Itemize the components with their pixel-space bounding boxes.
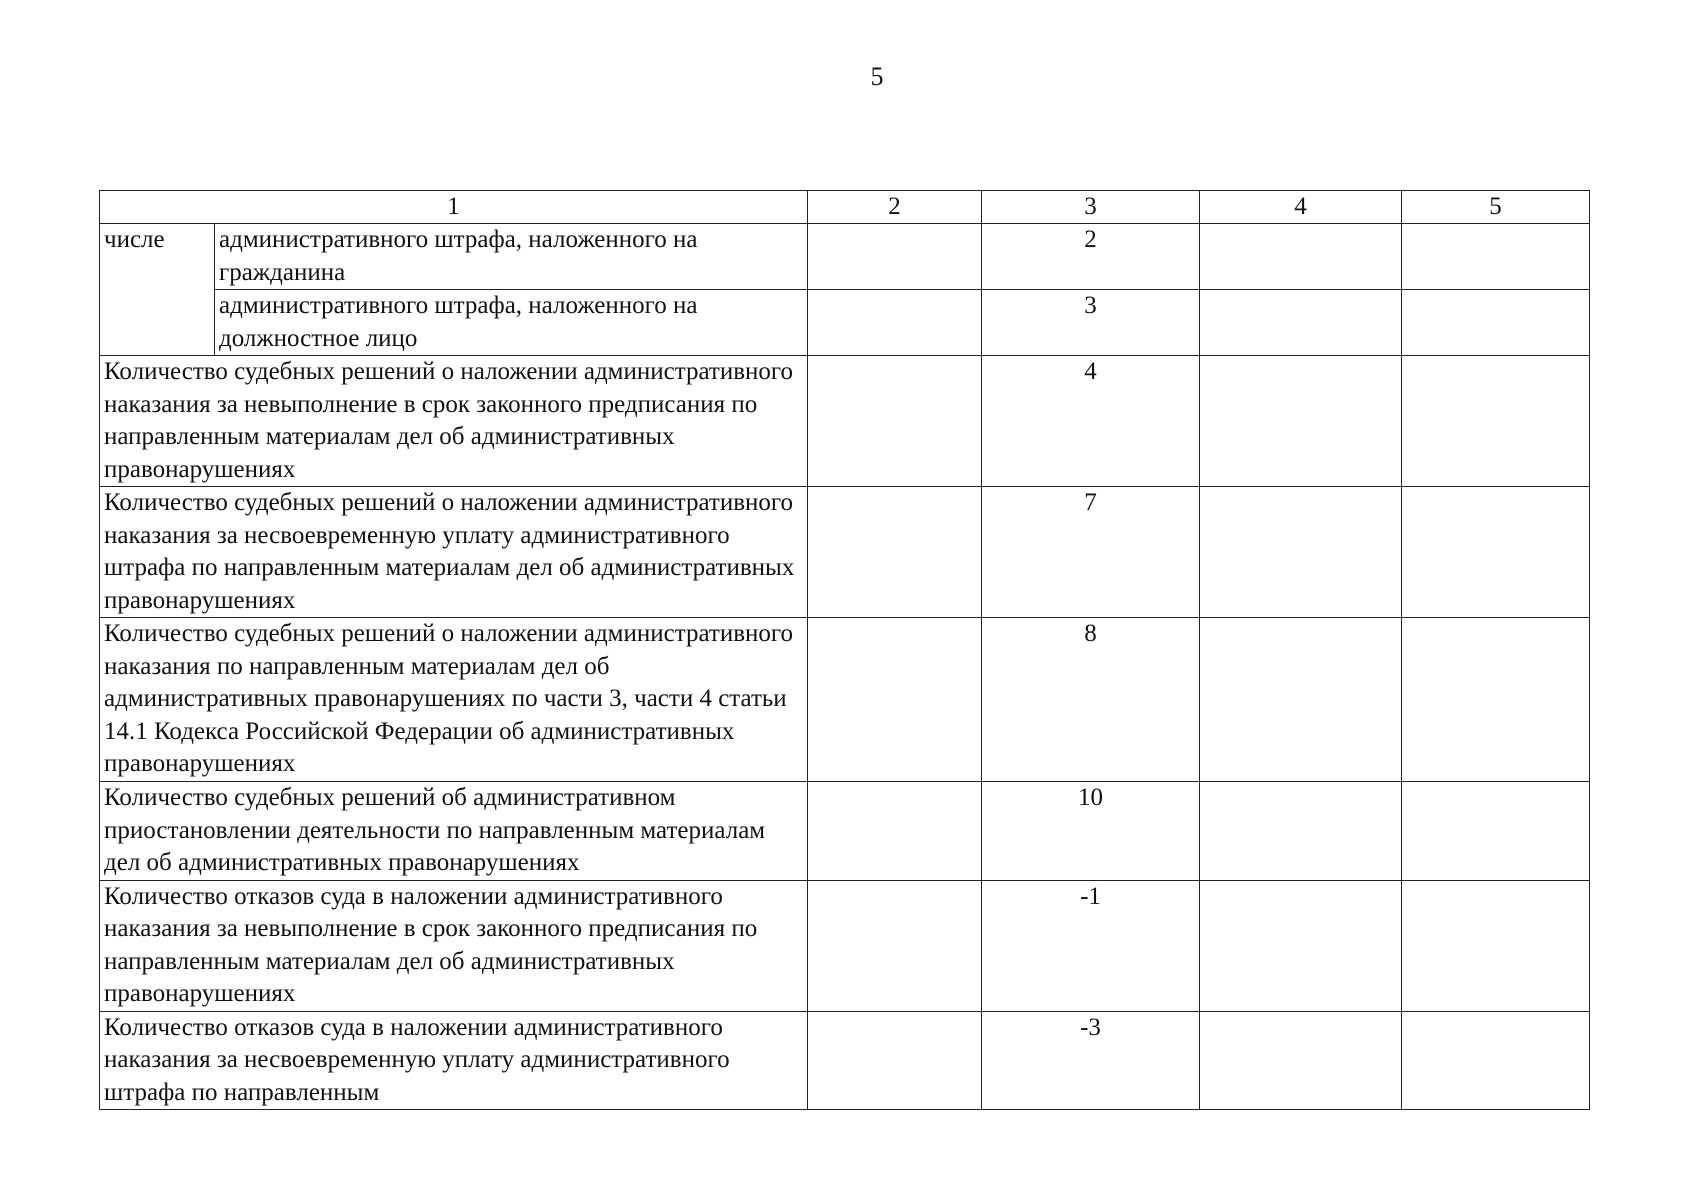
- row-code: -3: [982, 1011, 1200, 1110]
- cell-col-5: [1402, 618, 1590, 782]
- table-row: [100, 356, 1590, 487]
- table-row: [100, 618, 1590, 782]
- header-col-5: 5: [1402, 191, 1590, 224]
- cell-col-2: [808, 487, 982, 618]
- cell-col-2: [808, 290, 982, 356]
- table-row: [100, 782, 1590, 881]
- cell-col-5: [1402, 224, 1590, 290]
- table-header-row: [100, 191, 1590, 224]
- cell-col-2: [808, 356, 982, 487]
- cell-col-5: [1402, 880, 1590, 1011]
- table-row: [100, 1011, 1590, 1110]
- cell-col-4: [1200, 1011, 1402, 1110]
- cell-col-2: [808, 880, 982, 1011]
- row-label: Количество судебных решений о наложении административного наказания по направленным материалам дел об административных правонарушениях по части 3, части 4 статьи 14.1 Кодекса Российской Федерации об административных правонарушениях: [100, 618, 808, 782]
- row-code: 7: [982, 487, 1200, 618]
- row-code: 3: [982, 290, 1200, 356]
- cell-col-2: [808, 782, 982, 881]
- row-label: Количество судебных решений об административном приостановлении деятельности по направленным материалам дел об административных правонарушениях: [100, 782, 808, 881]
- row-label: Количество отказов суда в наложении административного наказания за невыполнение в срок законного предписания по направленным материалам дел об административных правонарушениях: [100, 880, 808, 1011]
- cell-col-2: [808, 224, 982, 290]
- cell-col-2: [808, 1011, 982, 1110]
- row-code: 8: [982, 618, 1200, 782]
- header-col-1: 1: [100, 191, 808, 224]
- cell-col-5: [1402, 290, 1590, 356]
- page-number: 5: [870, 62, 884, 91]
- table-row: [100, 880, 1590, 1011]
- cell-col-5: [1402, 356, 1590, 487]
- row-label: Количество судебных решений о наложении административного наказания за несвоевременную уплату административного штрафа по направленным материалам дел об административных правонарушениях: [100, 487, 808, 618]
- cell-col-5: [1402, 487, 1590, 618]
- row-label: Количество судебных решений о наложении административного наказания за невыполнение в срок законного предписания по направленным материалам дел об административных правонарушениях: [100, 356, 808, 487]
- table-row: [100, 290, 1590, 356]
- cell-col-4: [1200, 224, 1402, 290]
- table-row: [100, 224, 1590, 290]
- cell-col-4: [1200, 290, 1402, 356]
- row-code: 10: [982, 782, 1200, 881]
- cell-col-5: [1402, 1011, 1590, 1110]
- cell-col-4: [1200, 782, 1402, 881]
- row-code: 4: [982, 356, 1200, 487]
- header-col-2: 2: [808, 191, 982, 224]
- row-label: Количество отказов суда в наложении административного наказания за несвоевременную уплату административного штрафа по направленным: [100, 1011, 808, 1110]
- cell-col-4: [1200, 880, 1402, 1011]
- cell-col-2: [808, 618, 982, 782]
- cell-col-4: [1200, 356, 1402, 487]
- row-code: -1: [982, 880, 1200, 1011]
- row-label: административного штрафа, наложенного на гражданина: [215, 224, 808, 290]
- header-col-3: 3: [982, 191, 1200, 224]
- row-code: 2: [982, 224, 1200, 290]
- table-row: [100, 487, 1590, 618]
- cell-col-4: [1200, 487, 1402, 618]
- header-col-4: 4: [1200, 191, 1402, 224]
- row-label: административного штрафа, наложенного на должностное лицо: [215, 290, 808, 356]
- cell-col-4: [1200, 618, 1402, 782]
- cell-col-5: [1402, 782, 1590, 881]
- report-table: [99, 190, 1590, 1110]
- group-label: числе: [100, 224, 215, 356]
